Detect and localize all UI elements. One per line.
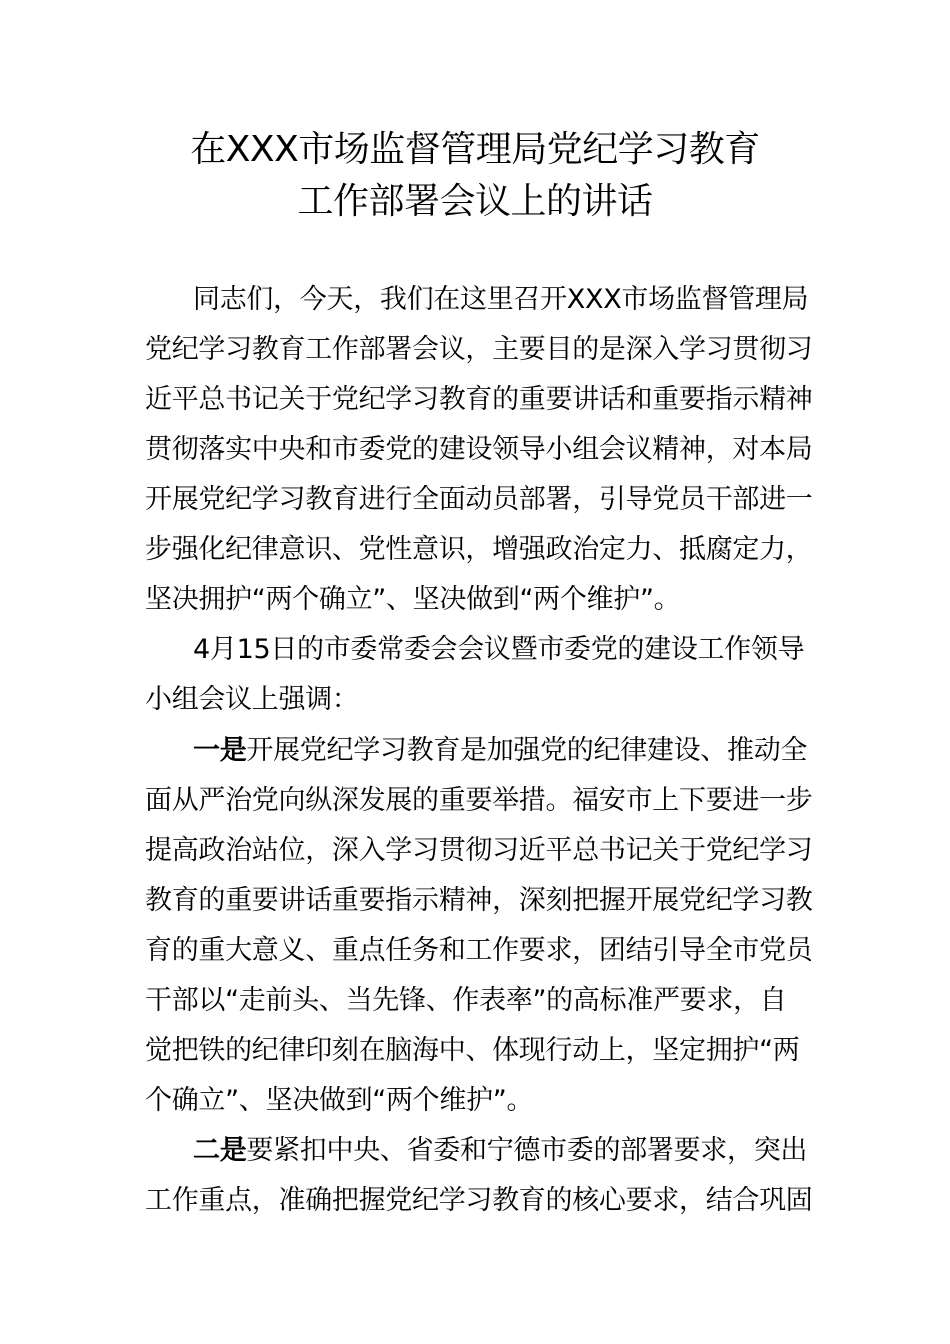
paragraph-text: 4月15日的市委常委会会议暨市委党的建设工作领导 [193,634,805,665]
paragraph-text: 工作重点，准确把握党纪学习教育的核心要求，结合巩固 [145,1185,813,1216]
paragraph-lead: 二是 [193,1135,247,1166]
paragraph-text: 育的重大意义、重点任务和工作要求，团结引导全市党员 [145,935,813,966]
paragraph-2-line-2 [145,680,359,720]
paragraph-1-line-1 [193,280,808,320]
paragraph-3-line-5 [145,931,813,971]
paragraph-text: 近平总书记关于党纪学习教育的重要讲话和重要指示精神 [145,384,813,415]
paragraph-text: 小组会议上强调： [145,684,359,715]
paragraph-3-line-3 [145,831,813,871]
paragraph-4-line-1 [193,1131,807,1171]
paragraph-3-line-2 [145,781,813,821]
paragraph-text: 开展党纪学习教育进行全面动员部署，引导党员干部进一 [145,484,813,515]
paragraph-text: 干部以“走前头、当先锋、作表率”的高标准严要求，自 [145,985,787,1016]
document-title-line-1: 在XXX市场监督管理局党纪学习教育 [190,129,760,170]
paragraph-text: 开展党纪学习教育是加强党的纪律建设、推动全 [246,735,808,766]
paragraph-text: 个确立”、坚决做到“两个维护”。 [145,1085,534,1116]
paragraph-4-line-2 [145,1181,813,1221]
document-title-line-2: 工作部署会议上的讲话 [297,181,653,222]
paragraph-3-line-8 [145,1081,533,1121]
paragraph-1-line-7 [145,580,680,620]
paragraph-text: 步强化纪律意识、党性意识，增强政治定力、抵腐定力， [145,534,813,565]
paragraph-3-line-6 [145,981,786,1021]
paragraph-lead: 一是 [193,735,247,766]
paragraph-1-line-3 [145,380,813,420]
paragraph-text: 面从严治党向纵深发展的重要举措。福安市上下要进一步 [145,785,813,816]
paragraph-1-line-6 [145,530,813,570]
paragraph-2-line-1 [193,630,804,670]
paragraph-text: 觉把铁的纪律印刻在脑海中、体现行动上，坚定拥护“两 [145,1035,800,1066]
paragraph-text: 坚决拥护“两个确立”、坚决做到“两个维护”。 [145,584,681,615]
paragraph-1-line-4 [145,430,813,470]
paragraph-text: 要紧扣中央、省委和宁德市委的部署要求，突出 [246,1135,808,1166]
paragraph-1-line-5 [145,480,813,520]
paragraph-text: 贯彻落实中央和市委党的建设领导小组会议精神，对本局 [145,434,813,465]
paragraph-text: 教育的重要讲话重要指示精神，深刻把握开展党纪学习教 [145,885,813,916]
paragraph-text: 同志们，今天，我们在这里召开XXX市场监督管理局 [193,284,809,315]
paragraph-1-line-2 [145,330,813,370]
paragraph-text: 党纪学习教育工作部署会议，主要目的是深入学习贯彻习 [145,334,813,365]
paragraph-3-line-1 [193,731,807,771]
paragraph-3-line-4 [145,881,813,921]
paragraph-text: 提高政治站位，深入学习贯彻习近平总书记关于党纪学习 [145,835,813,866]
paragraph-3-line-7 [145,1031,800,1071]
